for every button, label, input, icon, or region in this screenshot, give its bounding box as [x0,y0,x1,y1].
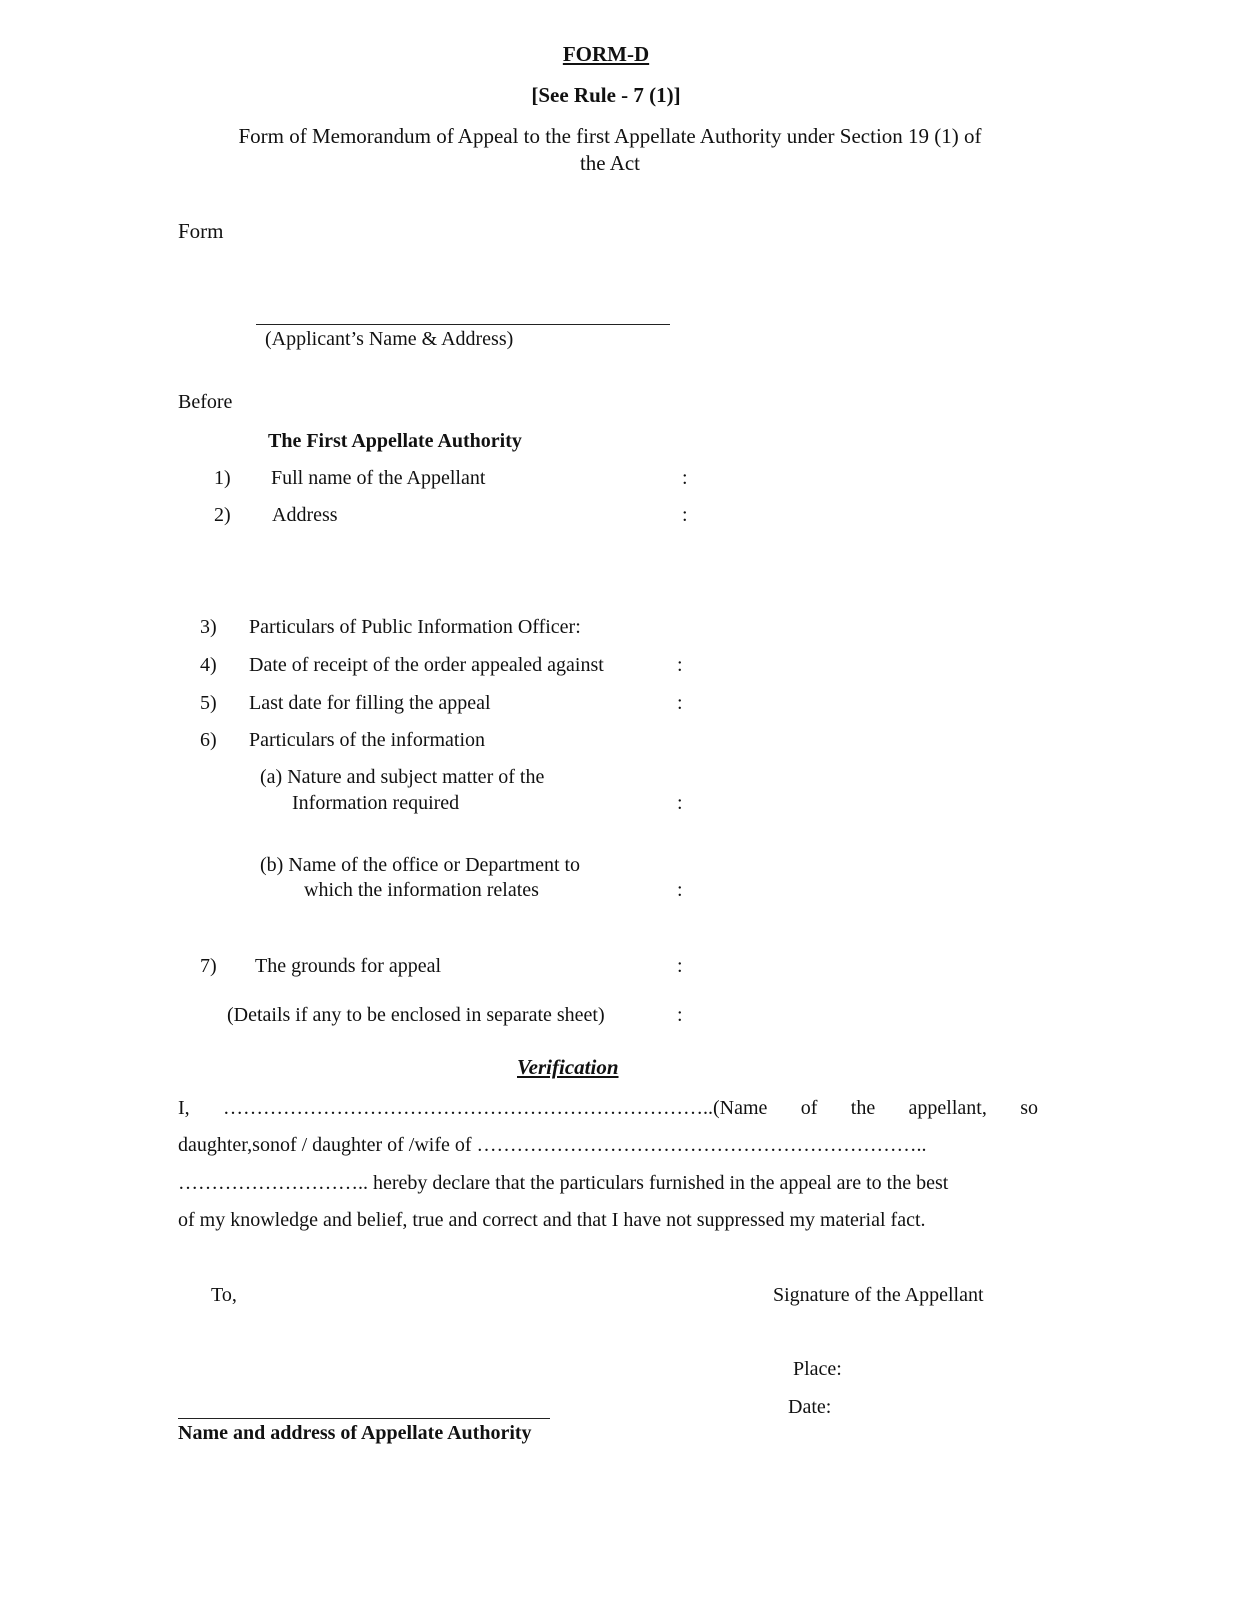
item-colon: : [677,792,683,814]
sub-item-b-line1: (b) Name of the office or Department to [260,854,581,876]
verification-line1: I, ………………………………………………………………..(Name of the appellant, so [178,1097,1038,1119]
verification-heading: Verification [517,1055,619,1079]
item-number: 5) [200,692,217,714]
item-number: 1) [214,467,231,489]
details-note: (Details if any to be enclosed in separate sheet) [227,1004,605,1026]
item-label-full-name: Full name of the Appellant [271,467,486,489]
item-label-pio: Particulars of Public Information Officer: [249,616,581,638]
applicant-caption: (Applicant’s Name & Address) [265,328,514,350]
item-label-date-of-receipt: Date of receipt of the order appealed against [249,654,604,676]
to-label: To, [211,1284,237,1306]
item-label-last-date: Last date for filling the appeal [249,692,491,714]
item-colon: : [677,654,683,676]
item-number: 4) [200,654,217,676]
sub-item-b-line2: which the information relates [304,879,539,901]
from-label: Form [178,219,224,243]
sub-item-a-line1: (a) Nature and subject matter of the [260,766,545,788]
form-description-line2: the Act [579,151,641,175]
item-colon: : [677,955,683,977]
authority-heading: The First Appellate Authority [268,430,522,452]
applicant-signature-line [256,324,670,325]
item-colon: : [677,879,683,901]
item-number: 7) [200,955,217,977]
form-title: FORM-D [562,42,650,66]
authority-caption: Name and address of Appellate Authority [178,1422,532,1444]
item-colon: : [677,1004,683,1026]
rule-reference: [See Rule - 7 (1)] [531,83,681,107]
authority-address-line [178,1418,550,1419]
place-label: Place: [793,1358,842,1380]
item-colon: : [677,692,683,714]
item-label-particulars: Particulars of the information [249,729,486,751]
item-number: 3) [200,616,217,638]
form-description-line1: Form of Memorandum of Appeal to the first Appellate Authority under Section 19 (1) of [238,124,982,148]
item-label-address: Address [272,504,338,526]
item-label-grounds: The grounds for appeal [255,955,442,977]
verification-line4: of my knowledge and belief, true and correct and that I have not suppressed my material fact. [178,1209,926,1231]
item-number: 2) [214,504,231,526]
verification-line3: ……………………….. hereby declare that the particulars furnished in the appeal are to the best [178,1172,949,1194]
verification-line2: daughter,sonof / daughter of /wife of ………………………………………………………….. [178,1134,927,1156]
item-colon: : [682,467,688,489]
date-label: Date: [788,1396,832,1418]
signature-label: Signature of the Appellant [773,1284,984,1306]
item-colon: : [682,504,688,526]
sub-item-a-line2: Information required [292,792,460,814]
before-label: Before [178,391,233,413]
item-number: 6) [200,729,217,751]
